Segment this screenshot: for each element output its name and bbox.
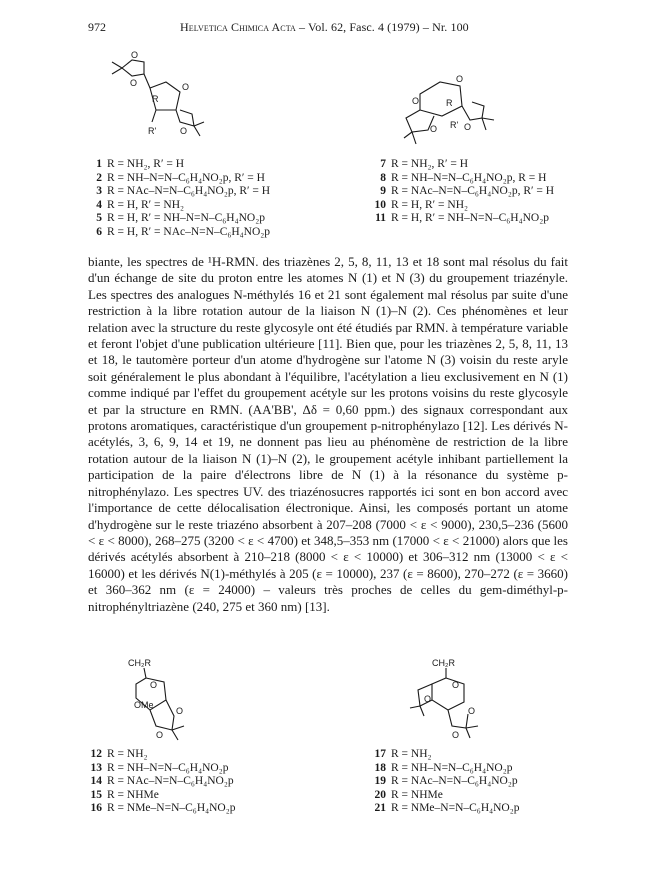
structure-12-16: [112, 656, 222, 742]
atom-label: O: [182, 82, 190, 92]
compound-substituents: R = NH₂, R′ = H: [107, 158, 185, 170]
atom-label: O: [452, 730, 460, 740]
compound-number: 8: [380, 171, 386, 184]
compound-substituents: R = H, R′ = NH₂: [107, 198, 185, 211]
compound-substituents: R = NAc–N=N–C₆H₄NO₂p: [107, 775, 234, 787]
compound-number: 1: [96, 158, 102, 170]
atom-label: O: [452, 680, 460, 690]
compound-number: 9: [380, 185, 386, 197]
journal-details: – Vol. 62, Fasc. 4 (1979) – Nr. 100: [299, 20, 469, 34]
compound-entry: [88, 185, 270, 199]
compound-substituents: R = NH–N=N–C₆H₄NO₂p: [107, 761, 229, 774]
compound-entry: [88, 789, 236, 803]
atom-label: O: [468, 706, 476, 716]
compound-number: 3: [96, 185, 102, 197]
compound-substituents: R = NAc–N=N–C₆H₄NO₂p, R′ = H: [391, 185, 555, 197]
compound-entry: [372, 762, 520, 776]
compound-entry: [88, 802, 236, 816]
compound-substituents: R = H, R′ = NH–N=N–C₆H₄NO₂p: [107, 212, 265, 224]
compound-entry: [372, 802, 520, 816]
compound-substituents: R = NAc–N=N–C₆H₄NO₂p, R′ = H: [107, 185, 271, 197]
compound-substituents: R = NAc–N=N–C₆H₄NO₂p: [391, 775, 518, 787]
page-number: 972: [88, 20, 106, 34]
compound-number: 18: [374, 761, 386, 774]
compound-entry: [88, 775, 236, 789]
atom-label: O: [424, 694, 432, 704]
compound-list-17-21: [372, 748, 520, 816]
compound-list-1-6: [88, 158, 270, 239]
atom-label: OMe: [134, 700, 154, 710]
compound-substituents: R = NMe–N=N–C₆H₄NO₂p: [391, 802, 520, 814]
compound-substituents: R = H, R′ = NH–N=N–C₆H₄NO₂p: [391, 212, 549, 224]
compound-number: 16: [90, 802, 102, 814]
compound-entry: [372, 775, 520, 789]
compound-entry: [372, 172, 554, 186]
compound-number: 10: [374, 198, 386, 211]
compound-substituents: R = NH–N=N–C₆H₄NO₂p: [391, 761, 513, 774]
atom-label: O: [176, 706, 184, 716]
structure-7-11: [390, 72, 510, 150]
compound-number: 12: [90, 748, 102, 760]
atom-label: O: [412, 96, 420, 106]
structure-1-6: [100, 44, 220, 140]
atom-label: O: [131, 50, 139, 60]
compound-number: 13: [90, 761, 102, 774]
atom-label: O: [130, 78, 138, 88]
compound-substituents: R = NHMe: [107, 788, 159, 801]
compound-substituents: R = NH₂: [107, 748, 148, 760]
compound-entry: [88, 748, 236, 762]
compound-number: 6: [96, 225, 102, 238]
compound-number: 7: [380, 158, 386, 170]
structure-17-21: [402, 656, 512, 742]
running-title: [180, 20, 469, 35]
compound-entry: [372, 789, 520, 803]
compound-substituents: R = NH–N=N–C₆H₄NO₂p, R = H: [391, 171, 547, 184]
compound-substituents: R = NH–N=N–C₆H₄NO₂p, R′ = H: [107, 171, 265, 184]
compound-substituents: R = NH₂, R′ = H: [391, 158, 469, 170]
journal-name: Helvetica Chimica Acta: [180, 20, 296, 34]
compound-entry: [88, 158, 270, 172]
compound-list-12-16: [88, 748, 236, 816]
compound-number: 19: [374, 775, 386, 787]
compound-number: 14: [90, 775, 102, 787]
atom-label: O: [180, 126, 188, 136]
compound-substituents: R = NH₂: [391, 748, 432, 760]
compound-number: 5: [96, 212, 102, 224]
compound-entry: [372, 158, 554, 172]
compound-entry: [88, 762, 236, 776]
atom-label: O: [430, 124, 438, 134]
compound-substituents: R = H, R′ = NH₂: [391, 198, 469, 211]
compound-substituents: R = NHMe: [391, 788, 443, 801]
compound-number: 4: [96, 198, 102, 211]
atom-label: R': [450, 120, 459, 130]
compound-list-7-11: [372, 158, 554, 226]
atom-label: R: [446, 98, 453, 108]
compound-number: 11: [375, 212, 386, 224]
atom-label: CH₂R: [432, 658, 455, 668]
paragraph: biante, les spectres de ¹H-RMN. des triazènes 2, 5, 8, 11, 13 et 18 sont mal résolus du fait d'un échange de site du proton entre les atomes N (1) et N (3) du groupement triazényle. Les spectres des analogues N-méthylés 16 et 21 sont également mal résolus par suite d'une restriction à la libre rotation autour de la liaison N (1)–N (2). Ces phénomènes et leur relation avec la structure du reste glycosyle ont été étudiés par RMN. à température variable et feront l'objet d'une publication ultérieure [11]. Bien que, pour les triazènes 2, 5, 8, 11, 13 et 18, le tautomère porteur d'un atome d'hydrogène sur l'atome N (3) voisin du reste aryle soit généralement le plus abondant à l'équilibre, l'acétylation a lieu exclusivement en N (1) comme indiqué par l'effet du groupement acétyle sur les protons voisins du reste glycosyle et par la structure en RMN. (AA'BB', Δδ = 0,60 ppm.) des signaux correspondant aux protons aromatiques, caractéristique d'un groupement p-nitrophénylazo [12]. Les dérivés N-acétylés, 3, 6, 9, 14 et 19, ne donnent pas lieu au phénomène de restriction de la libre rotation autour de la liaison N (1)–N (2), le groupement acétyle inhibant partiellement la participation de la paire d'électrons libre de N (1) à la résonance du système p-nitrophénylazo. Les spectres UV. des triazénosucres rapportés ici sont en bon accord avec l'importance de cette délocalisation électronique. Ainsi, les composés portant un atome d'hydrogène sur le reste triazéno absorbent à 207–208 (7000 < ε < 9000), 230,5–236 (5600 < ε < 8000), 268–275 (3200 < ε < 4700) et 348,5–353 nm (17000 < ε < 21000) alors que les dérivés acétylés absorbent à 210–218 (8000 < ε < 10000) et 306–312 nm (13000 < ε < 16000) et les dérivés N(1)-méthylés à 205 (ε = 10000), 237 (ε = 8600), 270–272 (ε = 3660) et 360–362 nm (ε = 24000) – valeurs très proches de celles du gem-diméthyl-p-nitrophényltriazène (240, 275 et 360 nm) [13].: [88, 254, 568, 614]
body-text: [88, 254, 568, 615]
atom-label: O: [456, 74, 464, 84]
atom-label: O: [150, 680, 158, 690]
atom-label: R': [148, 126, 157, 136]
compound-substituents: R = NMe–N=N–C₆H₄NO₂p: [107, 802, 236, 814]
compound-entry: [372, 185, 554, 199]
compound-substituents: R = H, R′ = NAc–N=N–C₆H₄NO₂p: [107, 225, 271, 238]
compound-entry: [372, 748, 520, 762]
compound-entry: [88, 212, 270, 226]
compound-entry: [372, 199, 554, 213]
atom-label: CH₂R: [128, 658, 151, 668]
compound-entry: [88, 226, 270, 240]
compound-number: 17: [374, 748, 386, 760]
atom-label: O: [464, 122, 472, 132]
compound-number: 21: [374, 802, 386, 814]
running-header: [88, 20, 568, 36]
compound-number: 15: [90, 788, 102, 801]
compound-number: 2: [96, 171, 102, 184]
compound-entry: [88, 172, 270, 186]
compound-entry: [372, 212, 554, 226]
compound-number: 20: [374, 788, 386, 801]
atom-label: O: [156, 730, 164, 740]
atom-label: R: [152, 94, 159, 104]
compound-entry: [88, 199, 270, 213]
